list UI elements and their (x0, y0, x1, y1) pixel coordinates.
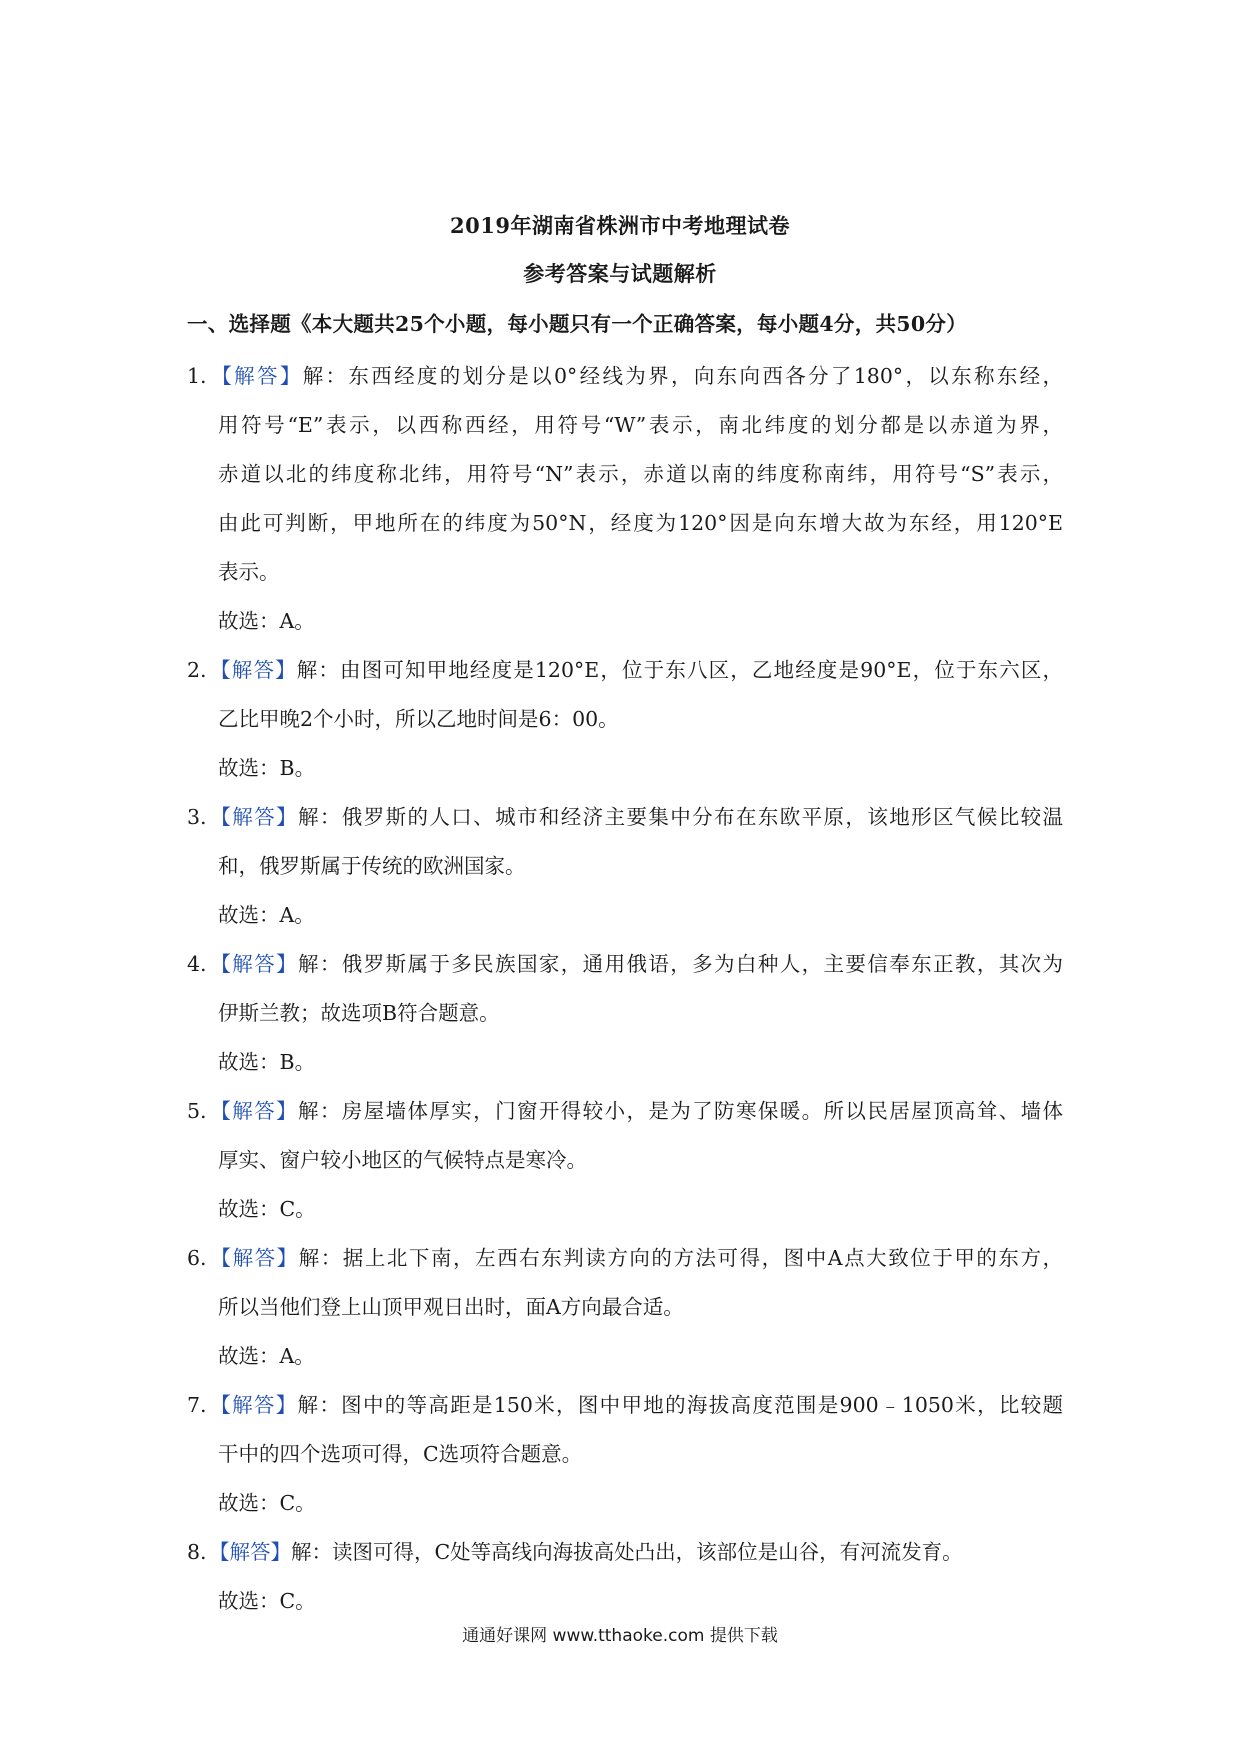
answer-line (187, 1234, 1063, 1283)
answer-line (187, 1087, 1063, 1136)
answer-tag: 【解答】 (209, 805, 298, 829)
answer-number: 5. (187, 1099, 207, 1123)
answer-line (187, 450, 1063, 499)
answer-text: 解：由图可知甲地经度是120°E，位于东八区，乙地经度是90°E，位于东六区， (296, 658, 1063, 682)
answer-tag: 【解答】 (209, 1099, 298, 1123)
answer-number: 7. (187, 1393, 207, 1417)
answer-line (187, 548, 1063, 597)
answer-line (187, 989, 1063, 1038)
answer-number: 6. (187, 1246, 207, 1270)
answer-text: 干中的四个选项可得，C选项符合题意。 (218, 1442, 583, 1466)
footer-watermark: 通通好课网 www.tthaoke.com 提供下载 (462, 1626, 778, 1646)
answer-text: 乙比甲晚2个小时，所以乙地时间是6：00。 (218, 707, 619, 731)
answer-line (187, 499, 1063, 548)
answer-number: 4. (187, 952, 207, 976)
answer-line (187, 1528, 1063, 1577)
answer-line (187, 1381, 1063, 1430)
answer-tag: 【解答】 (209, 658, 297, 682)
answer-number: 1. (187, 364, 207, 388)
answer-line (187, 940, 1063, 989)
answer-text: 解：据上北下南，左西右东判读方向的方法可得，图中A点大致位于甲的东方， (298, 1246, 1063, 1270)
answer-tag: 【解答】 (209, 952, 298, 976)
answer-tag: 【解答】 (209, 364, 303, 388)
answer-line (187, 646, 1063, 695)
answer-text: 解：东西经度的划分是以0°经线为界，向东向西各分了180°，以东称东经， (302, 364, 1064, 388)
answer-text: 解：俄罗斯的人口、城市和经济主要集中分布在东欧平原，该地形区气候比较温 (298, 805, 1064, 829)
answer-choice: 故选：B。 (218, 1050, 316, 1074)
answer-text: 和，俄罗斯属于传统的欧洲国家。 (218, 854, 526, 878)
answer-number: 2. (187, 658, 207, 682)
answer-list (187, 352, 1063, 1626)
answer-choice: 故选：A。 (218, 1344, 315, 1368)
answer-number: 3. (187, 805, 207, 829)
answer-tag: 【解答】 (209, 1540, 291, 1564)
answer-text: 解：图中的等高距是150米，图中甲地的海拔高度范围是900﹣1050米，比较题 (297, 1393, 1063, 1417)
answer-choice: 故选：B。 (218, 756, 316, 780)
answer-tag: 【解答】 (209, 1393, 298, 1417)
answer-text: 厚实、窗户较小地区的气候特点是寒冷。 (218, 1148, 587, 1172)
document-title: 2019年湖南省株洲市中考地理试卷 (450, 213, 790, 238)
answer-line (187, 1136, 1063, 1185)
answer-item (187, 1234, 1063, 1381)
answer-text: 伊斯兰教；故选项B符合题意。 (218, 1001, 500, 1025)
answer-choice: 故选：A。 (218, 903, 315, 927)
document-subtitle: 参考答案与试题解析 (523, 261, 717, 286)
answer-choice: 故选：A。 (218, 609, 315, 633)
answer-text: 由此可判断，甲地所在的纬度为50°N，经度为120°因是向东增大故为东经，用120°E (218, 511, 1063, 535)
answer-tag: 【解答】 (209, 1246, 299, 1270)
answer-text: 用符号“E”表示，以西称西经，用符号“W”表示，南北纬度的划分都是以赤道为界， (218, 413, 1063, 437)
answer-item (187, 940, 1063, 1087)
answer-line (187, 352, 1063, 401)
answer-line (187, 695, 1063, 744)
answer-text: 表示。 (218, 560, 280, 584)
answer-item (187, 793, 1063, 940)
answer-number: 8. (187, 1540, 207, 1564)
answer-item (187, 646, 1063, 793)
answer-item (187, 1528, 1063, 1626)
answer-line (187, 1430, 1063, 1479)
section-heading: 一、选择题《本大题共25个小题，每小题只有一个正确答案，每小题4分，共50分） (187, 312, 968, 336)
answer-text: 赤道以北的纬度称北纬，用符号“N”表示，赤道以南的纬度称南纬，用符号“S”表示， (218, 462, 1063, 486)
answer-choice: 故选：C。 (218, 1589, 316, 1613)
answer-choice: 故选：C。 (218, 1491, 316, 1515)
answer-text: 解：房屋墙体厚实，门窗开得较小，是为了防寒保暖。所以民居屋顶高耸、墙体 (298, 1099, 1064, 1123)
answer-choice: 故选：C。 (218, 1197, 316, 1221)
answer-text: 所以当他们登上山顶甲观日出时，面A方向最合适。 (218, 1295, 684, 1319)
answer-line (187, 842, 1063, 891)
answer-line (187, 1283, 1063, 1332)
answer-item (187, 352, 1063, 646)
answer-text: 解：读图可得，C处等高线向海拔高处凸出，该部位是山谷，有河流发育。 (291, 1540, 963, 1564)
answer-text: 解：俄罗斯属于多民族国家，通用俄语，多为白种人，主要信奉东正教，其次为 (298, 952, 1064, 976)
answer-line (187, 401, 1063, 450)
answer-item (187, 1087, 1063, 1234)
answer-line (187, 793, 1063, 842)
answer-item (187, 1381, 1063, 1528)
